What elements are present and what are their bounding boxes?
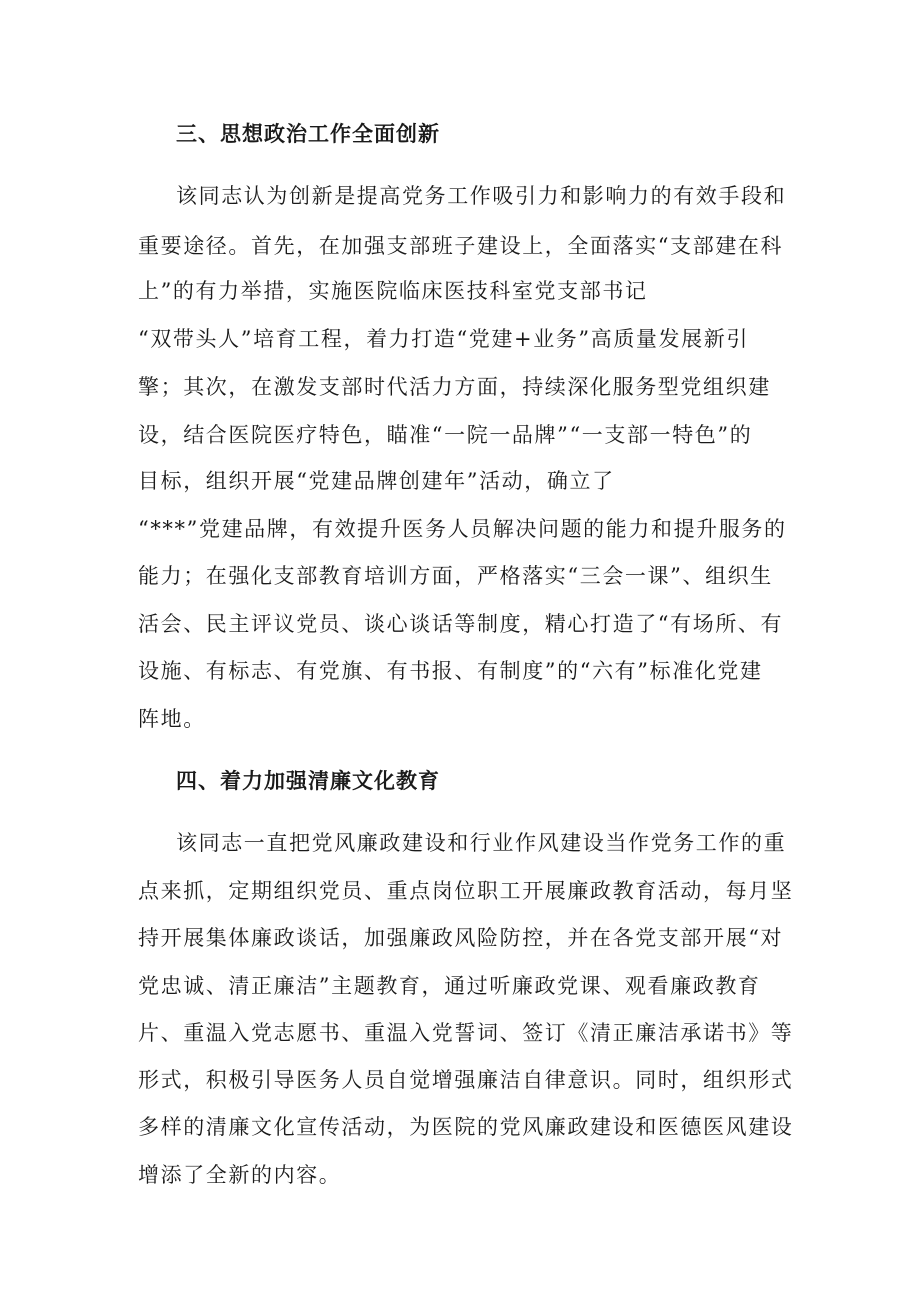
section-heading: 三、思想政治工作全面创新 (176, 122, 440, 146)
paragraph-line: 能力；在强化支部教育培训方面，严格落实“三会一课”、组织生 (138, 564, 773, 588)
section-heading: 四、着力加强清廉文化教育 (176, 769, 440, 793)
paragraph-line: 片、重温入党志愿书、重温入党誓词、签订《清正廉洁承诺书》等 (138, 1021, 794, 1045)
paragraph-line: 形式，积极引导医务人员自觉增强廉洁自律意识。同时，组织形式 (138, 1068, 794, 1092)
paragraph-line: 多样的清廉文化宣传活动，为医院的党风廉政建设和医德医风建设 (138, 1115, 794, 1139)
paragraph-line: 阵地。 (138, 707, 206, 731)
paragraph-line: 持开展集体廉政谈话，加强廉政风险防控，并在各党支部开展“对 (138, 926, 784, 950)
paragraph-line: 上”的有力举措，实施医院临床医技科室党支部书记 (138, 279, 648, 303)
paragraph-line: “***”党建品牌，有效提升医务人员解决问题的能力和提升服务的 (138, 517, 787, 541)
paragraph-line: 点来抓，定期组织党员、重点岗位职工开展廉政教育活动，每月坚 (138, 879, 794, 903)
paragraph-line: “双带头人”培育工程，着力打造“党建+业务”高质量发展新引 (138, 327, 749, 351)
paragraph-line: 重要途径。首先，在加强支部班子建设上，全面落实“支部建在科 (138, 234, 784, 258)
paragraph-line: 设施、有标志、有党旗、有书报、有制度”的“六有”标准化党建 (138, 659, 763, 683)
paragraph-line: 擎；其次，在激发支部时代活力方面，持续深化服务型党组织建 (138, 375, 771, 399)
paragraph-line: 设，结合医院医疗特色，瞄准“一院一品牌”“一支部一特色”的 (138, 423, 753, 447)
paragraph-line: 增添了全新的内容。 (138, 1163, 342, 1187)
paragraph-line: 该同志认为创新是提高党务工作吸引力和影响力的有效手段和 (176, 184, 787, 208)
paragraph-line: 该同志一直把党风廉政建设和行业作风建设当作党务工作的重 (176, 831, 787, 855)
paragraph-line: 活会、民主评议党员、谈心谈话等制度，精心打造了“有场所、有 (138, 612, 784, 636)
paragraph-line: 目标，组织开展“党建品牌创建年”活动，确立了 (138, 469, 615, 493)
paragraph-line: 党忠诚、清正廉洁”主题教育，通过听廉政党课、观看廉政教育 (138, 974, 761, 998)
